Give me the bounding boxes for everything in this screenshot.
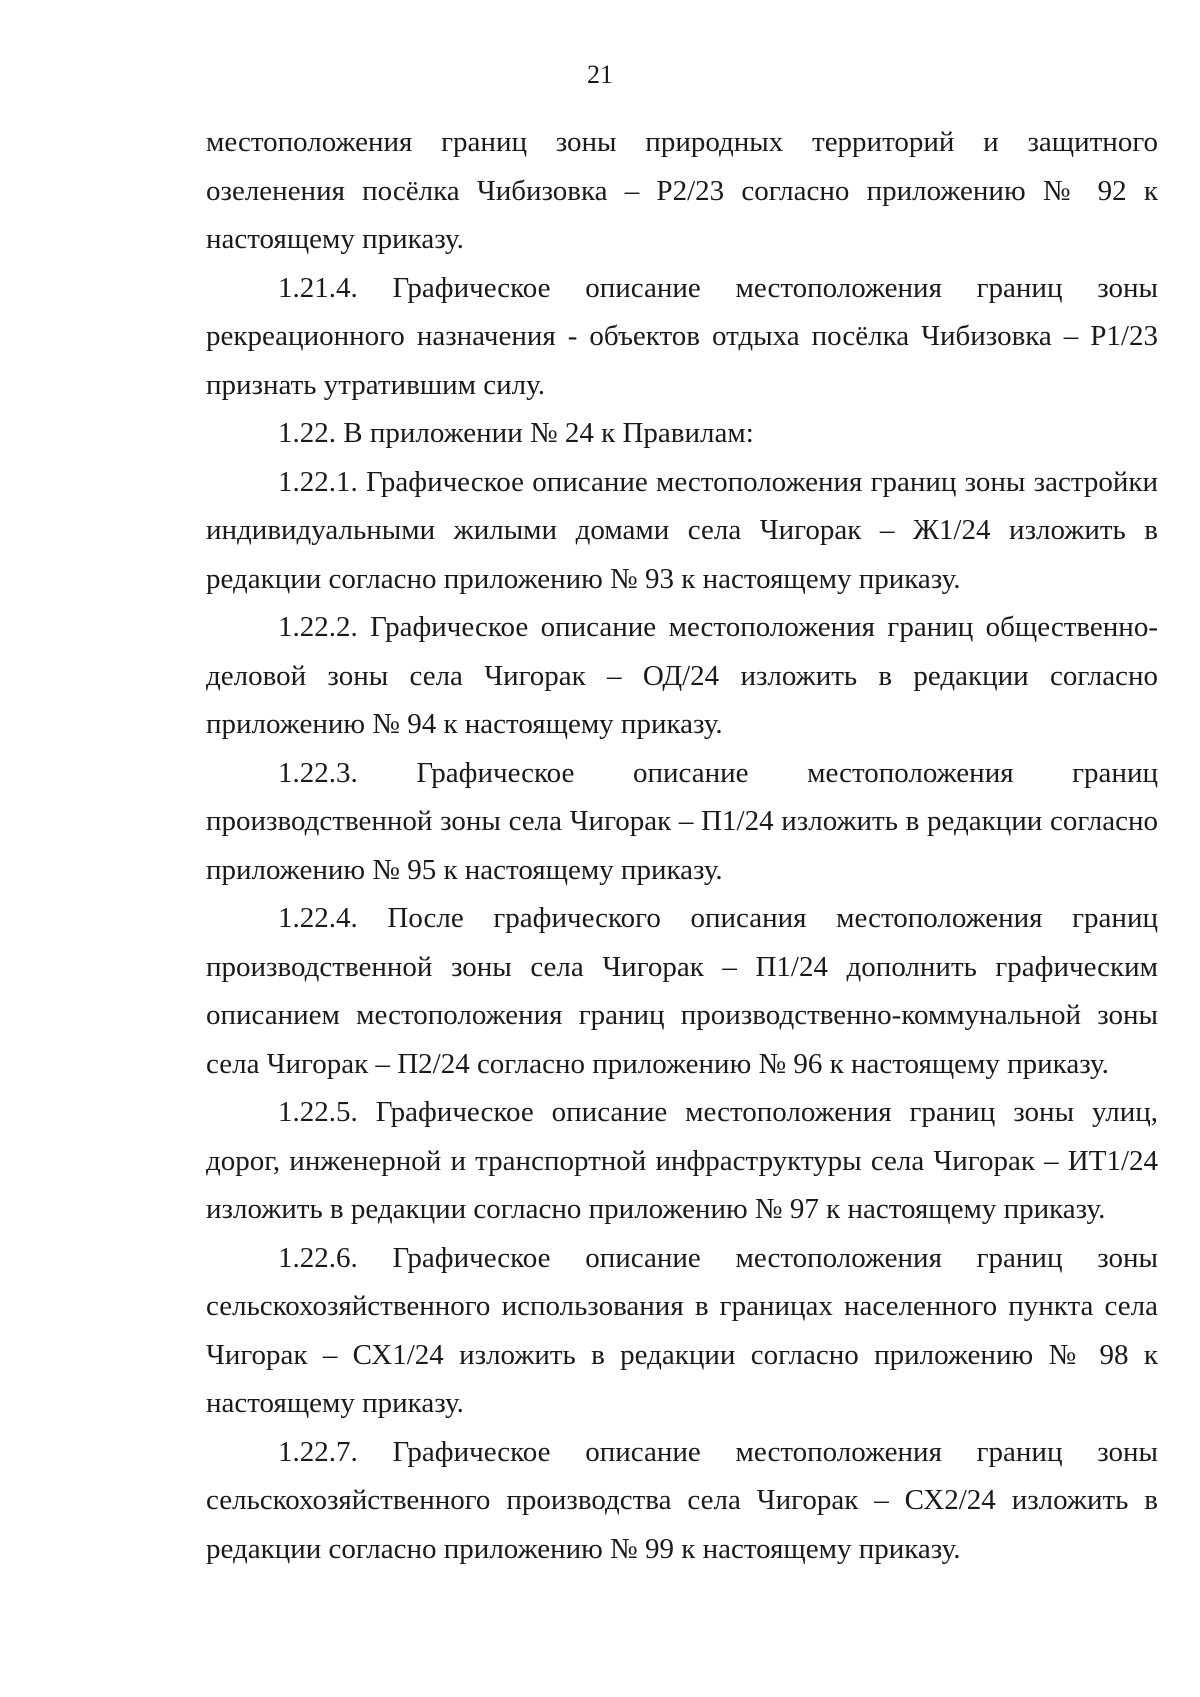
paragraph-1-22: 1.22. В приложении № 24 к Правилам: xyxy=(278,417,754,449)
page-number: 21 xyxy=(587,60,613,89)
paragraph-continuation: местоположения границ зоны природных территорий и защитного озеленения посёлка Чибизовка – Р2/23 согласно приложению № 92 к настоящему приказу. xyxy=(206,126,1158,255)
paragraph-1-22-1: 1.22.1. Графическое описание местоположения границ зоны застройки индивидуальными жилыми домами села Чигорак – Ж1/24 изложить в редакции согласно приложению № 93 к настоящему приказу. xyxy=(206,465,1158,595)
paragraph-1-22-6: 1.22.6. Графическое описание местоположения границ зоны сельскохозяйственного использования в границах населенного пункта села Чигорак – СХ1/24 изложить в редакции согласно приложению № 98 к настоящему приказу. xyxy=(206,1241,1158,1419)
paragraph-1-22-4: 1.22.4. После графического описания местоположения границ производственной зоны села Чигорак – П1/24 дополнить графическим описанием местоположения границ производственно-коммунальной зоны села Чигорак – П2/24 согласно приложению № 96 к настоящему приказу. xyxy=(206,902,1158,1080)
paragraph-1-22-2: 1.22.2. Графическое описание местоположения границ общественно-деловой зоны села Чигорак – ОД/24 изложить в редакции согласно приложению № 94 к настоящему приказу. xyxy=(206,611,1158,740)
paragraph-1-21-4: 1.21.4. Графическое описание местоположения границ зоны рекреационного назначения - объектов отдыха посёлка Чибизовка – Р1/23 признать утратившим силу. xyxy=(206,271,1158,401)
document-body xyxy=(206,118,1158,1573)
paragraph-1-22-3: 1.22.3. Графическое описание местоположения границ производственной зоны села Чигорак – П1/24 изложить в редакции согласно приложению № 95 к настоящему приказу. xyxy=(206,756,1158,886)
paragraph-1-22-7: 1.22.7. Графическое описание местоположения границ зоны сельскохозяйственного производства села Чигорак – СХ2/24 изложить в редакции согласно приложению № 99 к настоящему приказу. xyxy=(206,1435,1158,1565)
paragraph-1-22-5: 1.22.5. Графическое описание местоположения границ зоны улиц, дорог, инженерной и транспортной инфраструктуры села Чигорак – ИТ1/24 изложить в редакции согласно приложению № 97 к настоящему приказу. xyxy=(206,1096,1158,1225)
